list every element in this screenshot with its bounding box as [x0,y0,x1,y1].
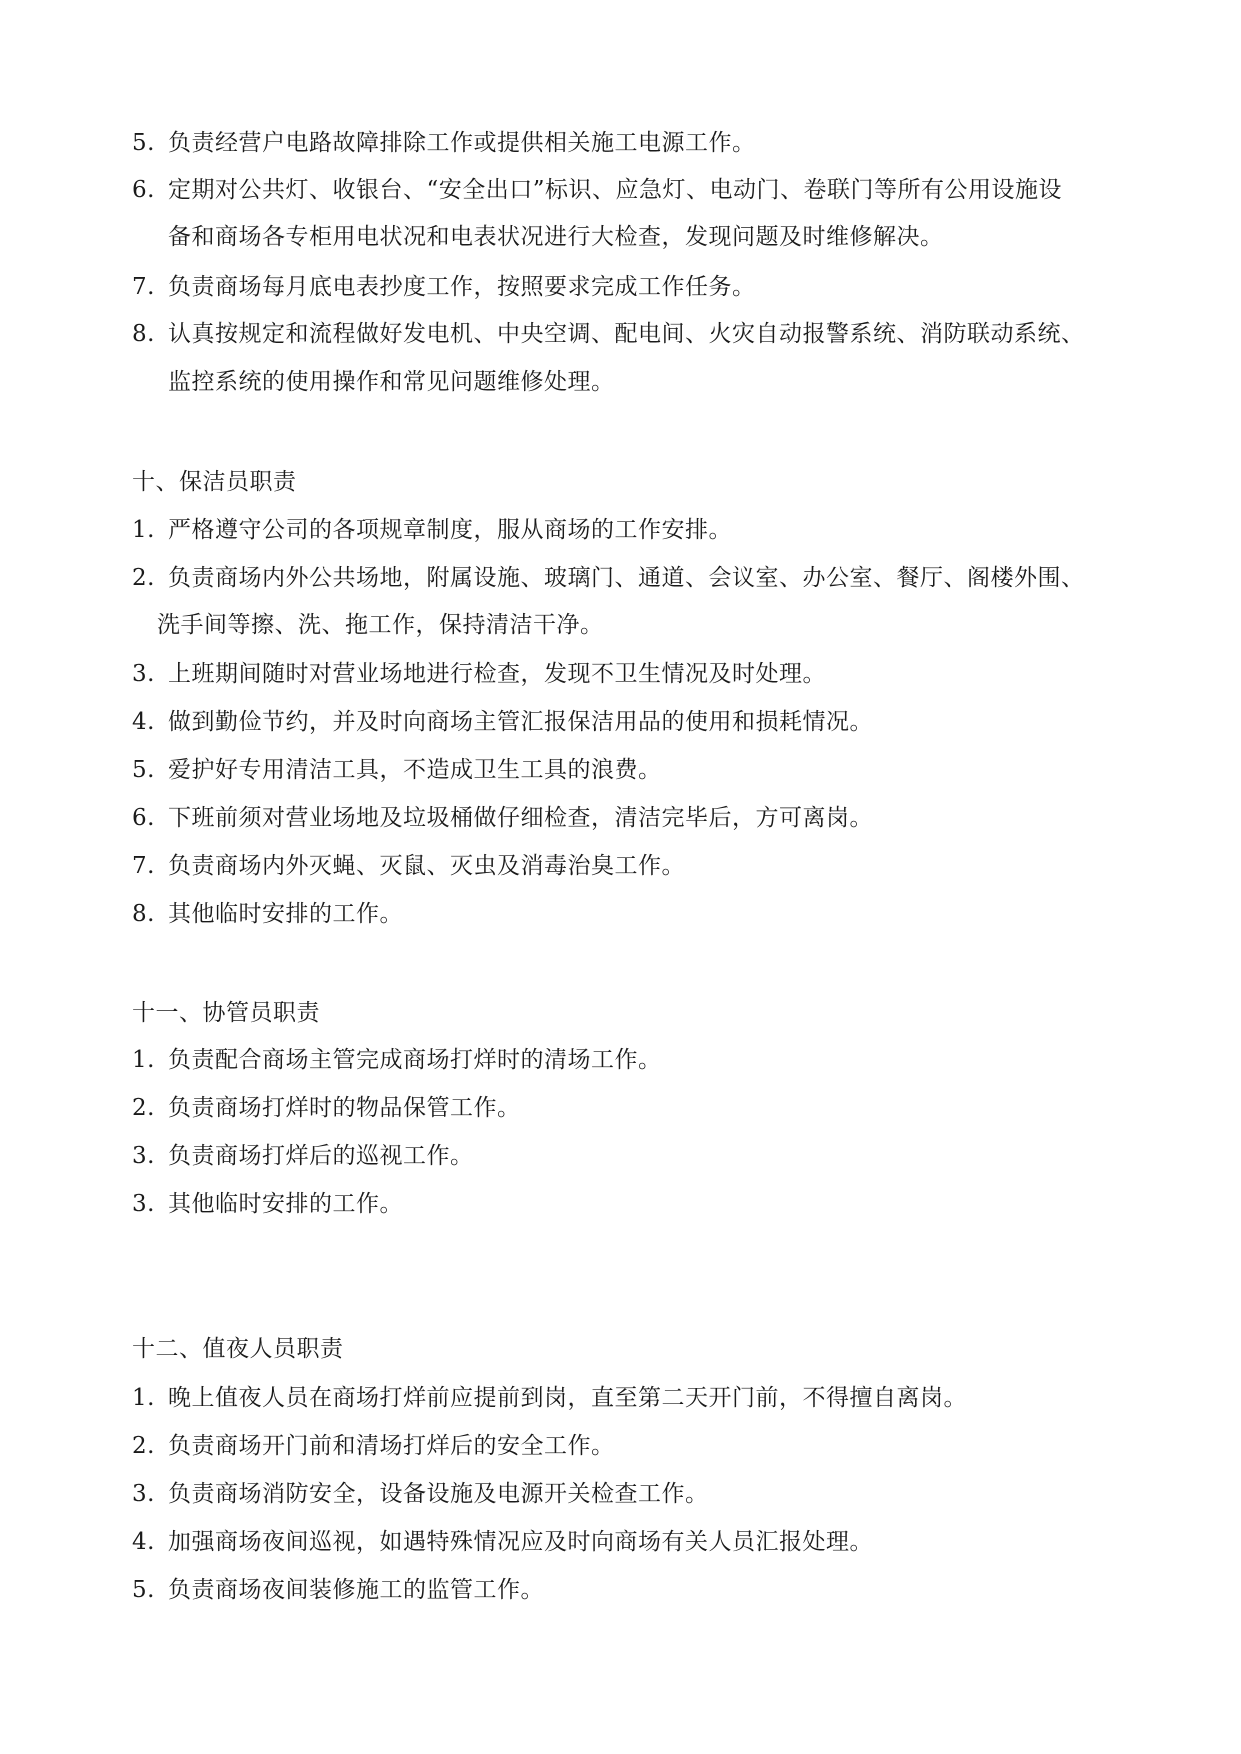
list-item [132,319,1085,349]
list-item-text: 爱护好专用清洁工具，不造成卫生工具的浪费。 [168,757,662,783]
list-item-number: 1. [132,1385,155,1411]
list-item-text: 负责商场夜间装修施工的监管工作。 [168,1577,544,1603]
list-item-number: 3. [132,1143,155,1169]
list-item-number: 4. [132,709,155,735]
list-item [132,707,873,737]
list-item [132,1141,474,1171]
list-item [132,659,826,689]
list-item-number: 1. [132,517,155,543]
list-item-text: 严格遵守公司的各项规章制度，服从商场的工作安排。 [168,517,732,543]
list-item-text: 负责商场内外灭蝇、灭鼠、灭虫及消毒治臭工作。 [168,853,685,879]
list-item [132,1479,709,1509]
list-item [132,272,756,302]
list-item-text: 负责商场每月底电表抄度工作，按照要求完成工作任务。 [168,274,756,300]
list-item-number: 3. [132,1481,155,1507]
list-item-number: 7. [132,853,155,879]
list-item [132,1189,403,1219]
list-item-number: 8. [132,901,155,927]
list-item-number: 5. [132,757,155,783]
list-item-number: 8. [132,321,155,347]
list-item-text: 负责商场消防安全，设备设施及电源开关检查工作。 [168,1481,709,1507]
list-item-number: 5. [132,1577,155,1603]
list-item-text: 下班前须对营业场地及垃圾桶做仔细检查，清洁完毕后，方可离岗。 [168,805,873,831]
list-item-number: 5. [132,130,155,156]
list-item-number: 6. [132,805,155,831]
list-item-text: 负责商场打烊后的巡视工作。 [168,1143,474,1169]
list-item-text: 其他临时安排的工作。 [168,1191,403,1217]
list-item-text: 做到勤俭节约，并及时向商场主管汇报保洁用品的使用和损耗情况。 [168,709,873,735]
list-item [132,175,1062,205]
list-item [132,1431,615,1461]
list-item-text: 负责商场开门前和清场打烊后的安全工作。 [168,1433,615,1459]
list-item [132,128,756,158]
section-heading: 十一、协管员职责 [132,1000,320,1026]
list-item-continuation: 备和商场各专柜用电状况和电表状况进行大检查，发现问题及时维修解决。 [168,224,944,250]
list-item-number: 7. [132,274,155,300]
list-item-text: 负责商场打烊时的物品保管工作。 [168,1095,521,1121]
list-item-number: 2. [132,1095,155,1121]
list-item-continuation: 洗手间等擦、洗、拖工作，保持清洁干净。 [157,612,604,638]
list-item [132,1527,873,1557]
list-item-number: 2. [132,565,155,591]
list-item-text: 上班期间随时对营业场地进行检查，发现不卫生情况及时处理。 [168,661,826,687]
list-item-text: 晚上值夜人员在商场打烊前应提前到岗，直至第二天开门前，不得擅自离岗。 [168,1385,967,1411]
list-item-text: 负责商场内外公共场地，附属设施、玻璃门、通道、会议室、办公室、餐厅、阁楼外围、 [168,565,1085,591]
list-item [132,515,732,545]
list-item-number: 3. [132,661,155,687]
list-item [132,803,873,833]
list-item-text: 加强商场夜间巡视，如遇特殊情况应及时向商场有关人员汇报处理。 [168,1529,873,1555]
list-item-continuation: 监控系统的使用操作和常见问题维修处理。 [168,369,615,395]
list-item-number: 2. [132,1433,155,1459]
list-item-text: 其他临时安排的工作。 [168,901,403,927]
list-item-text: 定期对公共灯、收银台、“安全出口”标识、应急灯、电动门、卷联门等所有公用设施设 [168,177,1063,203]
list-item [132,755,662,785]
section-heading: 十二、值夜人员职责 [132,1336,344,1362]
list-item-number: 6. [132,177,155,203]
list-item [132,563,1085,593]
list-item-text: 负责配合商场主管完成商场打烊时的清场工作。 [168,1047,662,1073]
section-heading: 十、保洁员职责 [132,469,297,495]
list-item-number: 1. [132,1047,155,1073]
list-item [132,1045,662,1075]
list-item-number: 3. [132,1191,155,1217]
list-item [132,1093,521,1123]
list-item-text: 认真按规定和流程做好发电机、中央空调、配电间、火灾自动报警系统、消防联动系统、 [168,321,1085,347]
list-item-text: 负责经营户电路故障排除工作或提供相关施工电源工作。 [168,130,756,156]
list-item-number: 4. [132,1529,155,1555]
list-item [132,1383,967,1413]
list-item [132,899,403,929]
list-item [132,851,685,881]
list-item [132,1575,544,1605]
